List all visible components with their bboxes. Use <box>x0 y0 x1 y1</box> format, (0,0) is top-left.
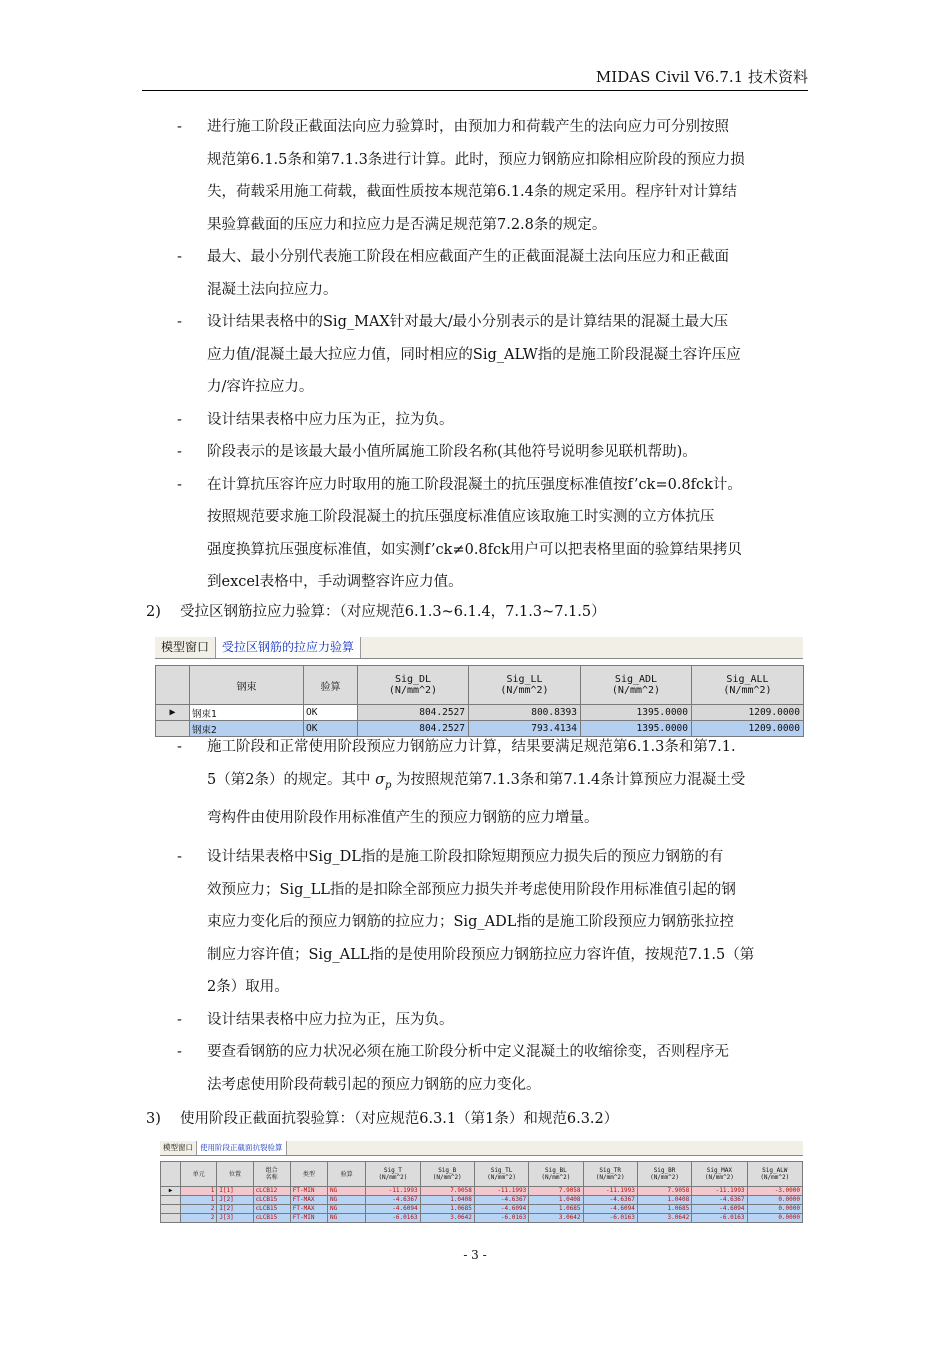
column-header-label: Sig_BL <box>545 1167 567 1174</box>
bullet-dash: - <box>177 739 182 755</box>
table-cell[interactable]: 800.8393 <box>469 705 581 721</box>
table-header-row <box>161 1162 803 1187</box>
bullet-sp-line1: 施工阶段和正常使用阶段预应力钢筋应力计算，结果要满足规范第6.1.3条和第7.1. <box>207 739 736 755</box>
bullet-line: 混凝土法向拉应力。 <box>207 281 338 298</box>
table-cell[interactable]: -4.6094 <box>583 1205 637 1214</box>
column-header-label: Sig_LL <box>506 674 543 685</box>
column-header-label: Sig_BR <box>653 1167 676 1174</box>
column-header[interactable] <box>181 1162 217 1187</box>
table-cell[interactable]: 804.2527 <box>358 721 469 737</box>
column-header-label: 验算 <box>320 681 341 693</box>
column-header-label: 位置 <box>228 1170 241 1178</box>
bullet-line: 阶段表示的是该最大最小值所属施工阶段名称(其他符号说明参见联机帮助)。 <box>207 444 697 460</box>
table-cell[interactable]: -4.6094 <box>474 1205 528 1214</box>
tab-bar <box>155 637 803 659</box>
column-header-unit: (N/mm^2) <box>432 1174 462 1181</box>
column-header[interactable] <box>217 1162 253 1187</box>
row-indicator[interactable] <box>161 1196 181 1205</box>
table-cell[interactable]: 1.0408 <box>637 1196 691 1205</box>
row-indicator-header <box>161 1162 181 1187</box>
column-header-label: Sig_ALL <box>726 674 769 685</box>
bullet-sp-line3: 弯构件由使用阶段作用标准值产生的预应力钢筋的应力增量。 <box>207 809 599 826</box>
column-header[interactable] <box>581 666 692 705</box>
table-cell[interactable]: 1 <box>181 1187 217 1196</box>
table-cell[interactable]: I[1] <box>217 1187 253 1196</box>
column-header[interactable] <box>328 1162 366 1187</box>
section-2-text: 受拉区钢筋拉应力验算：（对应规范6.1.3~6.1.4，7.1.3~7.1.5） <box>180 604 606 620</box>
bullet-line: 设计结果表格中的Sig_MAX针对最大/最小分别表示的是计算结果的混凝土最大压 <box>207 314 729 330</box>
bullet-line: 设计结果表格中应力拉为正，压为负。 <box>207 1011 454 1028</box>
bullet-item <box>207 436 809 469</box>
table-cell[interactable]: -11.1993 <box>692 1187 747 1196</box>
column-header-label: 钢束 <box>236 681 257 693</box>
column-header-label: Sig_ADL <box>614 674 658 685</box>
bullet-line: 2条）取用。 <box>207 979 289 995</box>
header-rule <box>142 90 808 91</box>
table-cell[interactable]: FT-MIN <box>290 1214 327 1223</box>
bullet-line: 失，荷载采用施工荷载，截面性质按本规范第6.1.4条的规定采用。程序针对计算结 <box>207 184 737 200</box>
bullet-dash: - <box>177 1044 182 1060</box>
bullet-dash: - <box>177 849 182 865</box>
bullet-line: 要查看钢筋的应力状况必须在施工阶段分析中定义混凝土的收缩徐变，否则程序无 <box>207 1044 729 1060</box>
table-cell[interactable]: -4.6367 <box>474 1196 528 1205</box>
page-header: MIDAS Civil V6.7.1 技术资料 <box>595 68 808 86</box>
column-header-unit: (N/mm^2) <box>760 1174 790 1181</box>
row-indicator[interactable] <box>161 1205 181 1214</box>
column-header-label: 组合 <box>265 1167 278 1174</box>
bullet-item <box>207 469 809 599</box>
section-3-number: 3) <box>146 1111 161 1127</box>
bullet-item <box>207 1036 809 1101</box>
tab-model-window[interactable]: 模型窗口 <box>155 637 216 658</box>
table-cell[interactable]: -4.6367 <box>692 1196 747 1205</box>
table-cell[interactable]: 1.0685 <box>420 1205 474 1214</box>
table-cell[interactable]: FT-MIN <box>290 1187 327 1196</box>
row-indicator[interactable]: ▶ <box>161 1187 181 1196</box>
table-cell[interactable]: -6.0163 <box>692 1214 747 1223</box>
bullet-line: 效预应力；Sig_LL指的是扣除全部预应力损失并考虑使用阶段作用标准值引起的钢 <box>207 881 736 898</box>
column-header-label: Sig_ALW <box>762 1167 788 1174</box>
table-cell[interactable]: 7.9058 <box>637 1187 691 1196</box>
bullet-item <box>207 1004 809 1037</box>
column-header-label: Sig_B <box>438 1167 457 1174</box>
column-header-unit: (N/mm^2) <box>541 1174 571 1181</box>
column-header[interactable] <box>474 1162 528 1187</box>
page-number: - 3 - <box>463 1248 487 1262</box>
bullet-line: 在计算抗压容许应力时取用的施工阶段混凝土的抗压强度标准值按f’ck=0.8fck计。 <box>207 476 742 493</box>
bullet-item <box>207 841 809 1004</box>
bullet-line: 最大、最小分别代表施工阶段在相应截面产生的正截面混凝土法向压应力和正截面 <box>207 249 729 265</box>
bullet-item <box>207 241 809 306</box>
column-header-unit: (N/mm^2) <box>487 1174 516 1181</box>
section-2-number: 2) <box>146 604 161 620</box>
table-cell[interactable]: OK <box>304 705 358 721</box>
column-header[interactable] <box>747 1162 802 1187</box>
column-header[interactable] <box>358 666 469 705</box>
column-header[interactable] <box>253 1162 290 1187</box>
bullet-dash: - <box>177 119 182 135</box>
section-2-heading <box>146 600 606 621</box>
table-cell[interactable]: NG <box>328 1196 366 1205</box>
bullet-sp-text <box>207 731 809 834</box>
table-cell[interactable]: 3.0642 <box>420 1214 474 1223</box>
column-header-label: Sig_T <box>383 1167 402 1174</box>
column-header[interactable] <box>529 1162 583 1187</box>
bullet-dash: - <box>177 411 182 428</box>
column-header-label: 验算 <box>340 1170 353 1178</box>
column-header-unit: 名称 <box>265 1174 278 1181</box>
column-header-unit: (N/mm^2) <box>723 685 772 696</box>
bullet-line: 进行施工阶段正截面法向应力验算时，由预加力和荷载产生的法向应力可分别按照 <box>207 119 729 135</box>
bullet-line: 制应力容许值；Sig_ALL指的是使用阶段预应力钢筋拉应力容许值，按规范7.1.5（第 <box>207 946 755 963</box>
table-row[interactable] <box>161 1196 803 1205</box>
column-header-unit: (N/mm^2) <box>704 1174 734 1181</box>
table-cell[interactable]: 1209.0000 <box>692 705 804 721</box>
bullet-item <box>207 306 809 404</box>
table-cell[interactable]: -6.0163 <box>583 1214 637 1223</box>
table-cell[interactable]: NG <box>328 1214 366 1223</box>
bullet-item <box>207 111 809 241</box>
table-cell[interactable]: -11.1993 <box>474 1187 528 1196</box>
table-cell[interactable]: 1.0685 <box>529 1205 583 1214</box>
rebar-stress-table <box>155 665 804 737</box>
table-cell[interactable]: -6.0163 <box>366 1214 420 1223</box>
table-cell[interactable]: cLCB12 <box>253 1187 290 1196</box>
bullet-dash: - <box>177 314 182 330</box>
table-cell[interactable]: cLCB15 <box>253 1196 290 1205</box>
column-header[interactable] <box>583 1162 637 1187</box>
table-cell[interactable]: OK <box>304 721 358 737</box>
table-cell[interactable]: 1395.0000 <box>581 705 692 721</box>
section-3-text: 使用阶段正截面抗裂验算：（对应规范6.3.1（第1条）和规范6.3.2） <box>180 1111 619 1127</box>
column-header-unit: (N/mm^2) <box>611 685 661 696</box>
table-row[interactable] <box>161 1187 803 1196</box>
table-cell[interactable]: 1209.0000 <box>692 721 804 737</box>
column-header-unit: (N/mm^2) <box>378 1174 408 1181</box>
bullet-item <box>207 404 809 437</box>
table-cell[interactable]: J[2] <box>217 1196 253 1205</box>
row-indicator[interactable] <box>156 721 190 737</box>
table-cell[interactable]: 1.0685 <box>637 1205 691 1214</box>
table-header-row <box>156 666 804 705</box>
bullet-line: 按照规范要求施工阶段混凝土的抗压强度标准值应该取施工时实测的立方体抗压 <box>207 509 715 525</box>
table-cell[interactable]: 793.4134 <box>469 721 581 737</box>
rebar-stress-table-window <box>155 637 803 740</box>
column-header-label: Sig_DL <box>394 674 432 685</box>
table-cell[interactable]: I[2] <box>217 1205 253 1214</box>
tab-bar <box>160 1141 803 1156</box>
crack-check-table-window <box>160 1141 803 1229</box>
table-cell[interactable]: -4.6094 <box>692 1205 747 1214</box>
bullet-line: 法考虑使用阶段荷载引起的预应力钢筋的应力变化。 <box>207 1076 541 1093</box>
table-cell[interactable]: -4.6367 <box>366 1196 420 1205</box>
table-cell[interactable]: 1.0408 <box>529 1196 583 1205</box>
column-header-unit: (N/mm^2) <box>650 1174 679 1181</box>
column-header[interactable] <box>366 1162 420 1187</box>
table-row[interactable] <box>156 705 804 721</box>
bullet-line: 规范第6.1.5条和第7.1.3条进行计算。此时，预应力钢筋应扣除相应阶段的预应力损 <box>207 151 745 168</box>
table-cell[interactable]: NG <box>328 1187 366 1196</box>
column-header-unit: (N/mm^2) <box>595 1174 625 1181</box>
bullet-dash: - <box>177 476 182 493</box>
table-cell[interactable]: 2 <box>181 1205 217 1214</box>
column-header[interactable] <box>637 1162 691 1187</box>
table-cell[interactable]: 1395.0000 <box>581 721 692 737</box>
column-header[interactable] <box>190 666 304 705</box>
table-cell[interactable]: 3.0642 <box>529 1214 583 1223</box>
table-cell[interactable]: 钢束2 <box>190 721 304 737</box>
table-row[interactable] <box>161 1214 803 1223</box>
bullet-line: 果验算截面的压应力和拉应力是否满足规范第7.2.8条的规定。 <box>207 216 607 233</box>
table-cell[interactable]: 0.0000 <box>747 1214 802 1223</box>
table-cell[interactable]: -6.0163 <box>474 1214 528 1223</box>
bullet-dash: - <box>177 1011 182 1028</box>
section-3-heading <box>146 1107 618 1128</box>
table-cell[interactable]: 1 <box>181 1196 217 1205</box>
column-header-unit: (N/mm^2) <box>388 685 438 696</box>
bullet-line: 应力值/混凝土最大拉应力值，同时相应的Sig_ALW指的是施工阶段混凝土容许压应 <box>207 346 741 363</box>
row-indicator[interactable]: ▶ <box>156 705 190 721</box>
column-header[interactable] <box>304 666 358 705</box>
table-cell[interactable]: FT-MAX <box>290 1196 327 1205</box>
bullet-line: 设计结果表格中应力压为正，拉为负。 <box>207 411 454 428</box>
table-cell[interactable]: 804.2527 <box>358 705 469 721</box>
tab-model-window[interactable]: 模型窗口 <box>160 1141 197 1155</box>
table-cell[interactable]: 0.0000 <box>747 1205 802 1214</box>
bullet-line: 力/容许拉应力。 <box>207 379 314 395</box>
table-cell[interactable]: 3.0642 <box>637 1214 691 1223</box>
sigma-p-symbol: $\sigma_p$ <box>375 771 392 791</box>
column-header-label: 类型 <box>302 1170 315 1178</box>
table-cell[interactable]: J[3] <box>217 1214 253 1223</box>
table-cell[interactable]: cLCB15 <box>253 1205 290 1214</box>
column-header[interactable] <box>290 1162 327 1187</box>
bullet-line: 束应力变化后的预应力钢筋的拉应力；Sig_ADL指的是施工阶段预应力钢筋张拉控 <box>207 914 734 930</box>
row-indicator[interactable] <box>161 1214 181 1223</box>
column-header-label: Sig_TL <box>490 1167 513 1174</box>
table-cell[interactable]: -3.0000 <box>747 1187 802 1196</box>
table-cell[interactable]: FT-MAX <box>290 1205 327 1214</box>
bullet-dash: - <box>177 444 182 460</box>
table-cell[interactable]: 7.9058 <box>529 1187 583 1196</box>
column-header[interactable] <box>692 666 804 705</box>
column-header-label: Sig_MAX <box>706 1167 733 1174</box>
tab-crack-check[interactable]: 使用阶段正截面抗裂验算 <box>197 1141 287 1155</box>
table-cell[interactable]: 7.9058 <box>420 1187 474 1196</box>
column-header-unit: (N/mm^2) <box>500 685 549 696</box>
bullet-dash: - <box>177 249 182 265</box>
crack-check-table <box>160 1161 803 1223</box>
row-indicator-header <box>156 666 190 705</box>
table-cell[interactable]: 钢束1 <box>190 705 304 721</box>
table-cell[interactable]: 0.0000 <box>747 1196 802 1205</box>
table-cell[interactable]: -11.1993 <box>366 1187 420 1196</box>
column-header[interactable] <box>469 666 581 705</box>
table-cell[interactable]: 2 <box>181 1214 217 1223</box>
bullet-sp-line2: 5（第2条）的规定。其中 $\sigma_p$ 为按照规范第7.1.3条和第7.1.4条计算预应力混凝土受 <box>207 771 746 791</box>
bullet-line: 到excel表格中，手动调整容许应力值。 <box>207 574 463 590</box>
table-cell[interactable]: -4.6094 <box>366 1205 420 1214</box>
bullet-line: 设计结果表格中Sig_DL指的是施工阶段扣除短期预应力损失后的预应力钢筋的有 <box>207 849 724 865</box>
bullet-line: 强度换算抗压强度标准值，如实测f’ck≠0.8fck用户可以把表格里面的验算结果拷贝 <box>207 541 742 558</box>
column-header[interactable] <box>420 1162 474 1187</box>
table-cell[interactable]: -4.6367 <box>583 1196 637 1205</box>
column-header-label: 单元 <box>192 1170 205 1178</box>
table-cell[interactable]: -11.1993 <box>583 1187 637 1196</box>
column-header-label: Sig_TR <box>599 1167 622 1174</box>
tab-rebar-stress-check[interactable]: 受拉区钢筋的拉应力验算 <box>216 637 361 658</box>
table-row[interactable] <box>161 1205 803 1214</box>
table-cell[interactable]: cLCB15 <box>253 1214 290 1223</box>
column-header[interactable] <box>692 1162 747 1187</box>
table-cell[interactable]: NG <box>328 1205 366 1214</box>
table-cell[interactable]: 1.0408 <box>420 1196 474 1205</box>
